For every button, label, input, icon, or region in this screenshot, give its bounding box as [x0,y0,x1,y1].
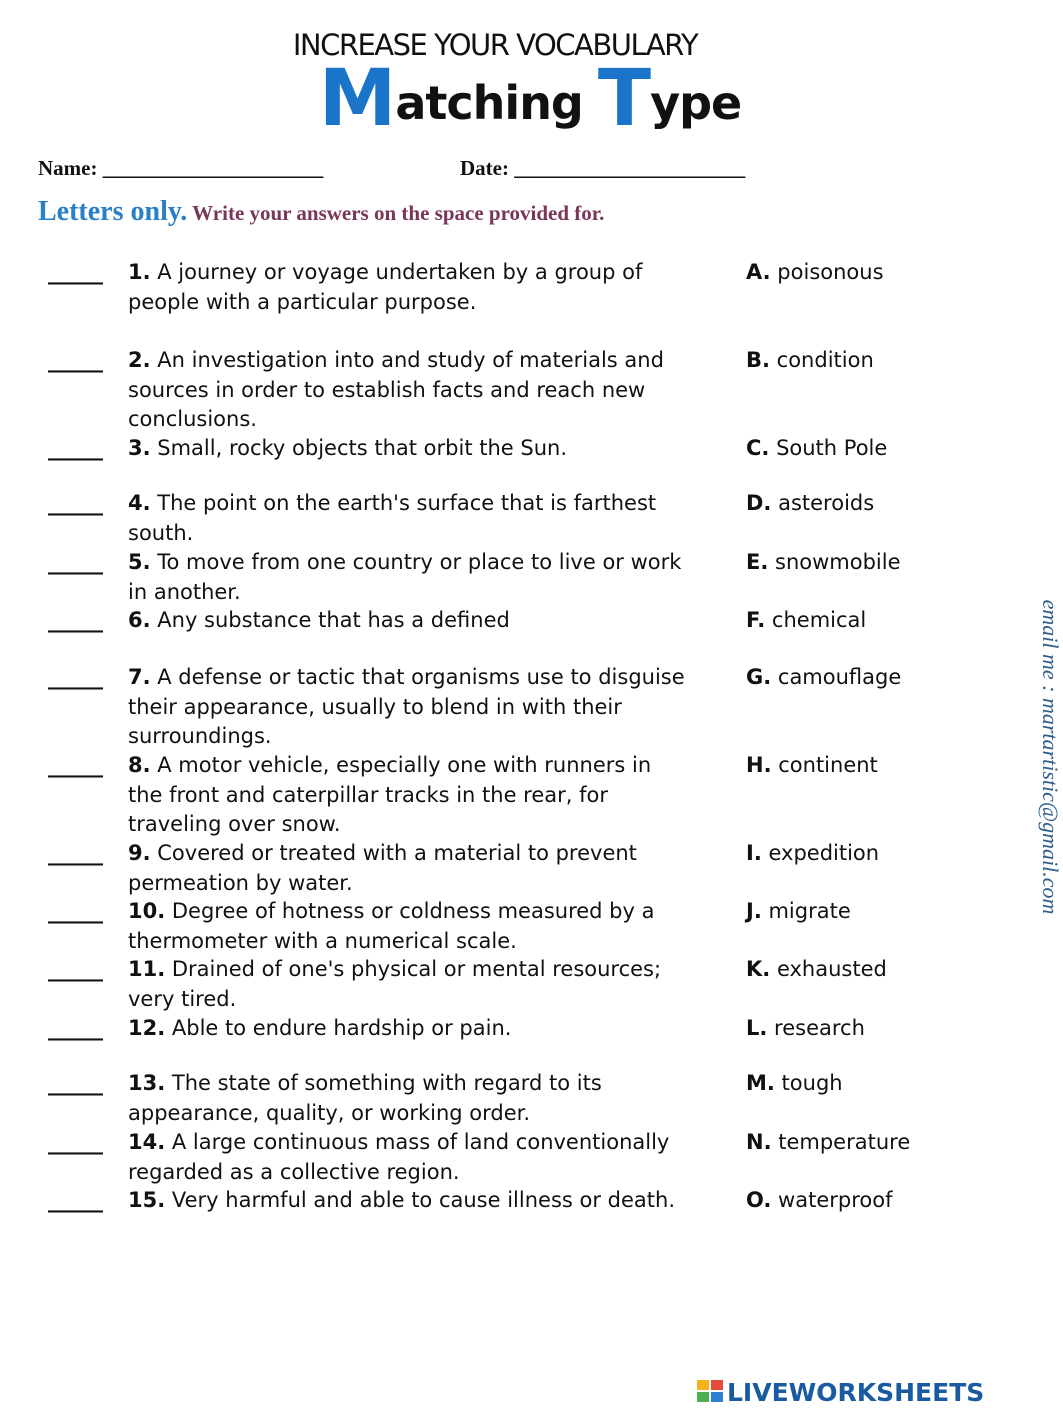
choice-word: continent [771,753,878,777]
choice-item [746,839,879,869]
choice-letter: D. [746,491,772,515]
choice-letter: M. [746,1071,775,1095]
choice-letter: A. [746,260,771,284]
question-text [128,751,688,840]
question-text [128,1069,688,1128]
email-note: email me : martartistic@gmail.com [1038,599,1063,915]
question-body: Covered or treated with a material to prevent permeation by water. [128,841,637,895]
instructions [38,196,604,228]
choice-word: asteroids [771,491,875,515]
choice-letter: I. [746,841,762,865]
question-body: A defense or tactic that organisms use to disguise their appearance, usually to blend in with their surroundings. [128,665,685,748]
question-body: An investigation into and study of materials and sources in order to establish facts and reach new conclusions. [128,348,664,431]
question-body: Drained of one's physical or mental resources; very tired. [128,957,662,1011]
subtitle-atching: atching [395,76,598,130]
choice-letter: K. [746,957,771,981]
question-number: 4. [128,491,151,515]
choice-item [746,1128,910,1158]
choice-word: poisonous [770,260,884,284]
choice-word: migrate [761,899,851,923]
question-number: 15. [128,1188,166,1212]
choice-item [746,606,866,636]
choice-letter: N. [746,1130,772,1154]
choice-word: camouflage [771,665,902,689]
choice-letter: G. [746,665,772,689]
liveworksheets-logo-icon [697,1380,725,1404]
subtitle-t: T [597,54,651,144]
choice-word: temperature [771,1130,911,1154]
question-body: A large continuous mass of land conventionally regarded as a collective region. [128,1130,670,1184]
answer-blank[interactable]: _____ [48,753,103,778]
question-body: The point on the earth's surface that is farthest south. [128,491,657,545]
question-number: 1. [128,260,151,284]
subtitle-m: M [318,54,396,144]
answer-blank[interactable]: _____ [48,841,103,866]
instruction-rest: Write your answers on the space provided for. [187,201,605,225]
choice-item [746,897,851,927]
question-text [128,663,688,752]
question-number: 14. [128,1130,166,1154]
question-text [128,489,688,548]
question-body: Degree of hotness or coldness measured by a thermometer with a numerical scale. [128,899,655,953]
choice-word: South Pole [769,436,888,460]
question-number: 7. [128,665,151,689]
question-text [128,548,688,607]
subtitle-ype: ype [650,76,742,130]
question-number: 6. [128,608,151,632]
choice-letter: H. [746,753,772,777]
question-text [128,1186,688,1216]
choice-word: expedition [761,841,880,865]
choice-word: exhausted [770,957,887,981]
answer-blank[interactable]: _____ [48,491,103,516]
footer-brand [697,1378,984,1408]
question-body: Able to endure hardship or pain. [165,1016,512,1040]
worksheet-title: INCREASE YOUR VOCABULARY [292,28,698,62]
question-body: Any substance that has a defined [150,608,510,632]
choice-item [746,751,878,781]
answer-blank[interactable]: _____ [48,550,103,575]
name-field[interactable]: Name: _____________________ [38,156,324,180]
answer-blank[interactable]: _____ [48,957,103,982]
choice-item [746,663,901,693]
question-number: 3. [128,436,151,460]
choice-item [746,346,874,376]
answer-blank[interactable]: _____ [48,1071,103,1096]
choice-letter: B. [746,348,770,372]
choice-item [746,1014,865,1044]
choice-letter: J. [746,899,762,923]
question-number: 12. [128,1016,166,1040]
question-number: 8. [128,753,151,777]
footer-brand-text: LIVEWORKSHEETS [727,1378,985,1407]
instruction-lead: Letters only. [38,196,188,227]
choice-letter: E. [746,550,769,574]
answer-blank[interactable]: _____ [48,1016,103,1041]
question-text [128,1128,688,1187]
choice-item [746,258,884,288]
choice-item [746,1186,892,1216]
choice-item [746,1069,843,1099]
choice-word: tough [774,1071,843,1095]
choice-word: condition [769,348,874,372]
choice-letter: C. [746,436,770,460]
question-text [128,258,688,317]
question-body: A motor vehicle, especially one with runners in the front and caterpillar tracks in the rear, for traveling over snow. [128,753,652,836]
date-field[interactable]: Date: ______________________ [460,156,746,180]
question-number: 5. [128,550,151,574]
question-body: To move from one country or place to live or work in another. [128,550,682,604]
answer-blank[interactable]: _____ [48,436,103,461]
choice-item [746,489,874,519]
answer-blank[interactable]: _____ [48,1188,103,1213]
question-number: 2. [128,348,151,372]
question-number: 10. [128,899,166,923]
answer-blank[interactable]: _____ [48,348,103,373]
choice-word: waterproof [771,1188,893,1212]
choice-word: chemical [765,608,867,632]
question-body: A journey or voyage undertaken by a group of people with a particular purpose. [128,260,643,314]
choice-item [746,955,887,985]
choice-letter: O. [746,1188,772,1212]
answer-blank[interactable]: _____ [48,899,103,924]
choice-letter: L. [746,1016,768,1040]
choice-word: research [767,1016,865,1040]
question-text [128,434,688,464]
question-body: Very harmful and able to cause illness or death. [165,1188,675,1212]
choice-item [746,434,887,464]
name-date-line [38,156,798,186]
choice-item [746,548,901,578]
answer-blank[interactable]: _____ [48,665,103,690]
question-text [128,955,688,1014]
answer-blank[interactable]: _____ [48,608,103,633]
choice-word: snowmobile [768,550,901,574]
question-number: 9. [128,841,151,865]
question-body: Small, rocky objects that orbit the Sun. [150,436,567,460]
question-number: 13. [128,1071,166,1095]
worksheet-subtitle [0,54,1060,144]
question-text [128,1014,688,1044]
question-text [128,839,688,898]
question-body: The state of something with regard to its appearance, quality, or working order. [128,1071,602,1125]
question-text [128,897,688,956]
answer-blank[interactable]: _____ [48,260,103,285]
question-text [128,346,688,435]
question-number: 11. [128,957,166,981]
question-text [128,606,688,636]
answer-blank[interactable]: _____ [48,1130,103,1155]
choice-letter: F. [746,608,766,632]
